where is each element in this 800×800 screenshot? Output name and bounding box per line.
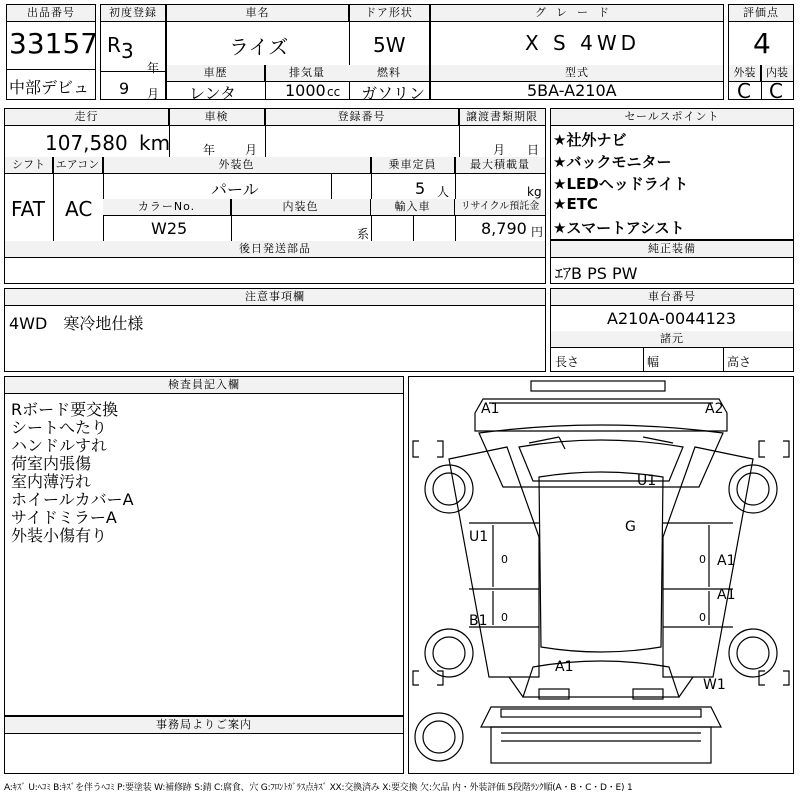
color-no-label: カラーNo. <box>103 199 231 216</box>
import-label: 輸入車 <box>371 199 455 216</box>
sales-label: セールスポイント <box>551 109 793 126</box>
shift-label: シフト <box>5 157 53 174</box>
lot-number: 33157 <box>9 27 99 60</box>
reg-year-unit: 年 <box>147 61 160 75</box>
capacity: 5 <box>415 179 426 198</box>
fuel: ガソリン <box>361 84 426 103</box>
fuel-label: 燃料 <box>349 65 429 82</box>
equipment-label: 純正装備 <box>551 241 793 258</box>
plate-label: 登録番号 <box>265 109 459 126</box>
damage-mark-right-rear: A1 <box>717 587 736 603</box>
disp-label: 排気量 <box>265 65 349 82</box>
transfer-month-unit: 月 <box>493 143 506 157</box>
load-unit: kg <box>527 185 542 199</box>
inspector-label: 検査員記入欄 <box>5 377 403 394</box>
shift: FAT <box>11 197 46 221</box>
ext-label: 外装 <box>729 65 761 82</box>
score: 4 <box>753 27 771 60</box>
car-name: ライズ <box>229 35 289 59</box>
grade: X S 4WD <box>525 31 641 55</box>
equipment: ｴｱB PS PW <box>555 264 638 283</box>
damage-mark-rear-right: W1 <box>703 677 726 693</box>
reg-year: 3 <box>121 39 134 63</box>
lot-box <box>6 4 99 100</box>
notes-box <box>4 288 546 372</box>
inspection-year-unit: 年 <box>203 143 216 157</box>
inspector-line: 室内薄汚れ <box>11 472 92 491</box>
damage-mark-left-door: U1 <box>469 529 489 545</box>
inspector-line: 外装小傷有り <box>11 526 108 545</box>
recycle-fee: 8,790 <box>481 219 527 238</box>
vehicle-detail-box <box>4 108 546 284</box>
int-color-unit: 系 <box>357 227 370 241</box>
load-label: 最大積載量 <box>455 157 545 174</box>
displacement: 1000 <box>285 81 326 100</box>
damage-mark-glass: G <box>625 519 636 535</box>
disp-unit: cc <box>327 85 341 99</box>
height-label: 高さ <box>727 355 752 369</box>
recycle-unit: 円 <box>531 225 544 239</box>
office-box <box>4 716 404 774</box>
zero-mark: 0 <box>699 611 706 624</box>
grade-box <box>430 4 724 100</box>
inspector-line: Rボード要交換 <box>11 400 119 419</box>
lot-label: 出品番号 <box>7 5 95 22</box>
history-label: 車歴 <box>167 65 265 82</box>
capacity-label: 乗車定員 <box>371 157 455 174</box>
mileage: 107,580 <box>45 131 128 155</box>
damage-diagram <box>408 376 794 774</box>
inspector-line: シートへたり <box>11 418 108 437</box>
dims-label: 諸元 <box>551 331 793 348</box>
grade-label: グレード <box>431 5 723 22</box>
ac-label: エアコン <box>53 157 103 174</box>
recycle-label: リサイクル預託金 <box>455 199 545 216</box>
legend: A:ｷｽﾞ U:ﾍｺﾐ B:ｷｽﾞを伴うﾍｺﾐ P:要塗装 W:補修跡 S:錆 C:腐食、穴 G:ﾌﾛﾝﾄｶﾞﾗｽ点ｷｽﾞ XX:交換済み X:要交換 欠:欠品 内・外装評価 5段階ﾗﾝｸ順(A・B・C・D・E) 1 <box>4 783 633 793</box>
int-grade: C <box>769 79 783 103</box>
chassis-label: 車台番号 <box>551 289 793 306</box>
later-parts-label: 後日発送部品 <box>5 241 545 258</box>
zero-mark: 0 <box>501 611 508 624</box>
inspection-label: 車検 <box>169 109 265 126</box>
office-label: 事務局よりご案内 <box>5 717 403 734</box>
body-color: パール <box>211 180 259 199</box>
reg-month: 9 <box>119 79 130 98</box>
sales-point: ★LEDヘッドライト <box>553 175 689 193</box>
model-code: 5BA-A210A <box>527 81 617 100</box>
door-type: 5W <box>373 33 406 57</box>
car-info-box <box>166 4 430 103</box>
reg-month-unit: 月 <box>147 87 160 101</box>
door-label: ドア形状 <box>349 5 429 22</box>
registration-box <box>100 4 166 100</box>
color-label: 外装色 <box>103 157 371 174</box>
color-number: W25 <box>151 219 188 238</box>
notes-label: 注意事項欄 <box>5 289 545 306</box>
sales-point: ★ETC <box>553 195 598 213</box>
sales-points-box <box>550 108 794 240</box>
sales-point: ★スマートアシスト <box>553 219 685 237</box>
notes: 4WD 寒冷地仕様 <box>9 314 144 333</box>
inspector-line: ホイールカバーA <box>11 490 134 509</box>
equipment-box <box>550 240 794 284</box>
ext-grade: C <box>737 79 751 103</box>
inspector-line: ハンドルすれ <box>11 436 108 455</box>
transfer-label: 譲渡書類期限 <box>459 109 545 126</box>
transfer-day-unit: 日 <box>527 143 540 157</box>
mileage-label: 走行 <box>5 109 169 126</box>
sales-point: ★社外ナビ <box>553 131 627 149</box>
ac: AC <box>65 197 93 221</box>
chassis-box <box>550 288 794 372</box>
venue: 中部デビュ <box>9 78 90 97</box>
zero-mark: 0 <box>699 553 706 566</box>
capacity-unit: 人 <box>437 185 450 199</box>
int-label: 内装 <box>761 65 793 82</box>
model-label: 型式 <box>431 65 723 82</box>
car-outline-diagram <box>409 377 793 773</box>
chassis-number: A210A-0044123 <box>607 309 737 328</box>
reg-era: R <box>107 33 121 57</box>
inspection-month-unit: 月 <box>245 143 258 157</box>
int-color-label: 内装色 <box>231 199 371 216</box>
score-label: 評価点 <box>729 5 793 22</box>
damage-mark-right-door: A1 <box>717 553 736 569</box>
reg-label: 初度登録 <box>101 5 165 22</box>
history: レンタ <box>189 84 236 103</box>
zero-mark: 0 <box>501 553 508 566</box>
damage-mark-rear-window: A1 <box>555 659 574 675</box>
inspector-box <box>4 376 404 716</box>
score-box <box>728 4 794 103</box>
damage-mark-left-rear: B1 <box>469 613 488 629</box>
sales-point: ★バックモニター <box>553 153 672 171</box>
width-label: 幅 <box>647 355 660 369</box>
inspector-line: 荷室内張傷 <box>11 454 92 473</box>
car-name-label: 車名 <box>167 5 349 22</box>
inspector-line: サイドミラーA <box>11 508 117 527</box>
length-label: 長さ <box>555 355 580 369</box>
damage-mark-front-left: A1 <box>481 401 500 417</box>
mileage-unit: km <box>139 131 171 155</box>
damage-mark-front-right: A2 <box>705 401 724 417</box>
damage-mark-windshield: U1 <box>637 473 657 489</box>
